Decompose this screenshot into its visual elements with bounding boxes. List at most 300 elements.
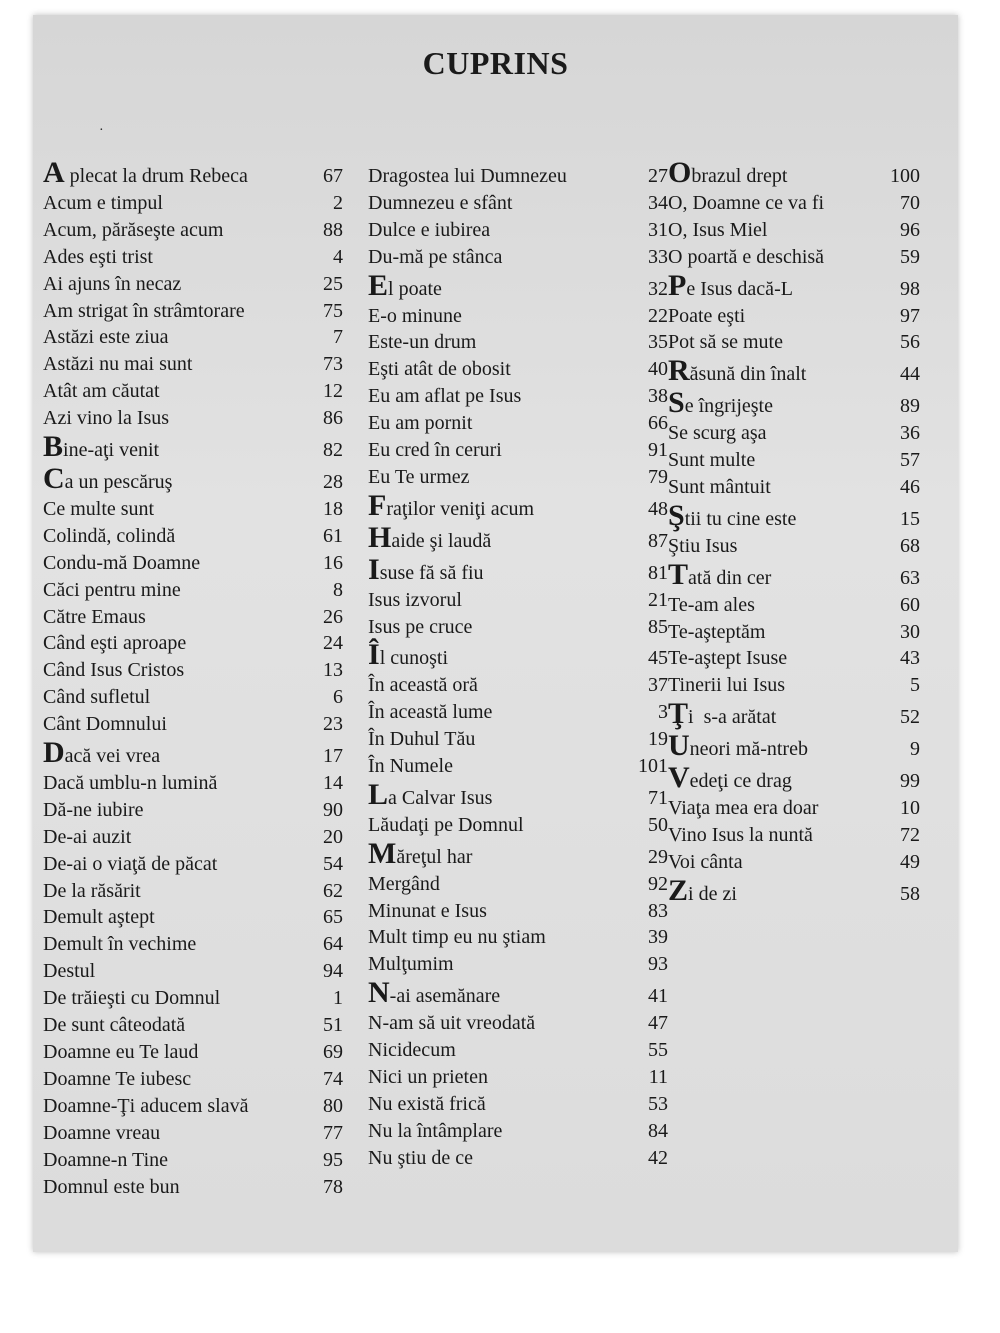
toc-entry-title: De-ai o viaţă de păcat (43, 852, 218, 875)
page-number: 55 (648, 1039, 668, 1062)
page-number: 82 (323, 439, 343, 462)
toc-entry (368, 836, 668, 871)
page-number: 8 (333, 578, 343, 601)
page-number: 100 (890, 165, 920, 187)
toc-entry (368, 614, 668, 641)
page-number: 65 (323, 906, 343, 929)
toc-entry (368, 951, 668, 978)
toc-entry-title: Dacă umblu-n lumină (43, 771, 218, 794)
page-number: 80 (323, 1094, 343, 1117)
toc-entry (43, 156, 343, 190)
title-rest: e îngrijeşte (684, 395, 773, 418)
page-number: 22 (648, 304, 668, 327)
page-number: 15 (900, 507, 920, 530)
toc-entry (43, 1093, 343, 1120)
toc-entry (368, 268, 668, 303)
toc-entry-title: Când sufletul (43, 686, 151, 709)
initial-capital: S (668, 386, 685, 420)
page-number: 101 (638, 755, 668, 778)
page-number: 48 (648, 497, 668, 520)
toc-entry-title: Am strigat în strâmtorare (43, 299, 245, 322)
toc-entry (668, 156, 920, 190)
toc-entry-title: Astăzi nu mai sunt (43, 353, 193, 376)
toc-entry (43, 430, 343, 464)
toc-entry-title (368, 836, 473, 871)
toc-entry (43, 461, 343, 496)
toc-entry-title: Este-un drum (368, 331, 477, 354)
toc-entry (668, 268, 920, 303)
initial-capital: U (668, 729, 690, 763)
title-rest: acă vei vrea (64, 745, 161, 768)
toc-entry (368, 329, 668, 356)
toc-entry (368, 726, 668, 753)
toc-entry-title (668, 386, 773, 420)
toc-entry-title: Doamne Te iubesc (43, 1067, 192, 1090)
page-number: 29 (648, 845, 668, 868)
title-rest: tii tu cine este (684, 507, 797, 530)
toc-entry-title: Dragostea lui Dumnezeu (368, 165, 567, 187)
initial-capital: E (368, 268, 389, 302)
toc-entry-title: Condu-mă Doamne (43, 551, 201, 574)
toc-entry-title: Eu am pornit (368, 412, 473, 435)
toc-entry-title: Destul (43, 960, 96, 983)
title-rest: l cunoşti (379, 647, 449, 670)
page-number: 14 (323, 771, 343, 794)
toc-entry-title: Nu la întâmplare (368, 1119, 503, 1142)
title-rest: e Isus dacă-L (686, 277, 793, 300)
page-number: 51 (323, 1014, 343, 1037)
page-number: 36 (900, 422, 920, 445)
toc-entry (668, 190, 920, 217)
toc-entry-title: Mulţumim (368, 953, 454, 976)
page-number: 66 (648, 412, 668, 435)
page-number: 17 (323, 745, 343, 768)
title-rest: edeţi ce drag (689, 770, 792, 793)
toc-entry (668, 697, 920, 731)
book-page (33, 15, 958, 1252)
page-number: 18 (323, 497, 343, 520)
title-rest: ine-aţi venit (63, 439, 160, 462)
toc-entry (43, 657, 343, 684)
page-number: 92 (648, 872, 668, 895)
page-number: 87 (648, 529, 668, 552)
toc-entry (668, 303, 920, 330)
toc-entry-title: Doamne eu Te laud (43, 1041, 199, 1063)
toc-entry-title: De sunt câteodată (43, 1014, 186, 1037)
toc-entry-title: Doamne-n Tine (43, 1148, 168, 1171)
toc-entry-title (668, 498, 797, 533)
toc-entry-title (43, 156, 248, 190)
title-rest: a Calvar Isus (388, 786, 493, 809)
toc-entry (43, 904, 343, 931)
toc-entry (668, 420, 920, 447)
toc-entry-title: Nu ştiu de ce (368, 1146, 473, 1169)
title-rest: -ai asemănare (389, 985, 501, 1008)
toc-entry (668, 729, 920, 763)
toc-entry (668, 474, 920, 501)
toc-entry-title (368, 488, 535, 523)
toc-entry-title (368, 638, 449, 672)
page-number: 64 (323, 933, 343, 956)
page-number: 99 (900, 770, 920, 793)
toc-entry-title (668, 268, 793, 303)
toc-entry-title: Astăzi este ziua (43, 326, 169, 349)
title-rest: ată din cer (688, 566, 772, 589)
page-number: 91 (648, 439, 668, 462)
toc-entry-title: Dă-ne iubire (43, 798, 144, 821)
toc-entry-title: Eu am aflat pe Isus (368, 385, 522, 408)
toc-entry (43, 931, 343, 958)
toc-entry-title: Domnul este bun (43, 1175, 180, 1198)
toc-entry (43, 217, 343, 244)
title-rest: suse fă să fiu (379, 561, 484, 584)
toc-entry (43, 271, 343, 298)
page-number: 86 (323, 407, 343, 430)
toc-entry (368, 410, 668, 437)
page-number: 56 (900, 331, 920, 354)
toc-entry (43, 878, 343, 905)
page-number: 23 (323, 713, 343, 736)
toc-column-1 (43, 156, 343, 1200)
toc-entry-title: Sunt mântuit (668, 475, 771, 498)
page-number: 32 (648, 277, 668, 300)
toc-entry (368, 638, 668, 672)
toc-entry-title: În această lume (368, 701, 493, 724)
toc-entry-title: Te-am ales (668, 593, 755, 616)
toc-entry (368, 1091, 668, 1118)
toc-entry-title: Tinerii lui Isus (668, 674, 786, 697)
initial-capital: R (668, 354, 690, 388)
page-number: 11 (648, 1066, 668, 1088)
page-number: 97 (900, 304, 920, 327)
toc-entry-title: Nu există frică (368, 1092, 486, 1115)
toc-entry (43, 851, 343, 878)
toc-entry-title (43, 461, 173, 496)
toc-entry-title: E-o minune (368, 304, 462, 327)
toc-entry-title: Căci pentru mine (43, 578, 181, 601)
toc-entry-title: Se scurg aşa (668, 422, 767, 445)
page-number: 83 (648, 899, 668, 922)
toc-entry-title: Cânt Domnului (43, 713, 167, 736)
page-number: 12 (323, 380, 343, 403)
page-number: 63 (900, 566, 920, 589)
initial-capital: V (668, 761, 690, 795)
toc-entry-title: Doamne vreau (43, 1121, 161, 1144)
toc-entry-title: O, Isus Miel (668, 218, 768, 241)
page-number: 26 (323, 605, 343, 628)
toc-entry-title (668, 873, 737, 908)
toc-column-3 (668, 156, 920, 908)
toc-entry-title (368, 268, 442, 303)
toc-entry-title (368, 552, 484, 587)
toc-entry-title: Eu cred în ceruri (368, 439, 502, 462)
toc-entry-title: Viaţa mea era doar (668, 796, 819, 819)
toc-entry-title: Acum, părăseşte acum (43, 218, 224, 241)
page-number: 93 (648, 953, 668, 976)
toc-entry-title: Lăudaţi pe Domnul (368, 813, 524, 836)
toc-entry (43, 1174, 343, 1201)
toc-entry (668, 498, 920, 533)
toc-entry (43, 1147, 343, 1174)
toc-entry-title (668, 156, 788, 190)
toc-entry (668, 354, 920, 388)
toc-entry (368, 1064, 668, 1091)
toc-entry-title (368, 976, 501, 1010)
toc-entry (368, 437, 668, 464)
toc-entry (668, 329, 920, 356)
initial-capital: O (668, 156, 692, 189)
toc-entry (43, 1120, 343, 1147)
toc-entry (368, 464, 668, 491)
toc-entry-title: N-am să uit vreodată (368, 1012, 536, 1035)
initial-capital: B (43, 430, 64, 464)
page-number: 54 (323, 852, 343, 875)
title-rest: brazul drept (691, 165, 788, 187)
toc-entry-title (368, 777, 493, 812)
title-rest: ăsună din înalt (689, 363, 807, 386)
toc-entry-title: În această oră (368, 674, 478, 697)
page-number: 40 (648, 358, 668, 381)
page-number: 39 (648, 926, 668, 949)
toc-entry (668, 447, 920, 474)
toc-entry (368, 898, 668, 925)
page-number: 62 (323, 879, 343, 902)
toc-entry (43, 496, 343, 523)
page-number: 30 (900, 620, 920, 643)
toc-entry (368, 672, 668, 699)
initial-capital: D (43, 736, 65, 770)
toc-entry-title: Isus izvorul (368, 588, 462, 611)
toc-entry (43, 711, 343, 738)
toc-entry (368, 587, 668, 614)
page-number: 72 (900, 823, 920, 846)
stray-dot: · (99, 123, 104, 138)
toc-column-2 (368, 163, 668, 1172)
page-number: 74 (323, 1067, 343, 1090)
toc-entry-title: Mult timp eu nu ştiam (368, 926, 546, 949)
toc-entry (368, 812, 668, 839)
toc-entry-title: Dulce e iubirea (368, 218, 491, 241)
toc-entry-title: Sunt multe (668, 449, 756, 472)
toc-entry-title (668, 729, 808, 763)
page-number: 13 (323, 659, 343, 682)
page-number: 81 (648, 561, 668, 584)
toc-entry (43, 684, 343, 711)
toc-entry (43, 190, 343, 217)
initial-capital: H (368, 520, 392, 554)
page-number: 70 (900, 191, 920, 214)
page-number: 5 (910, 674, 920, 697)
toc-entry-title (668, 557, 772, 592)
toc-entry (668, 386, 920, 420)
toc-entry (368, 976, 668, 1010)
toc-entry (668, 672, 920, 699)
toc-entry (368, 1118, 668, 1145)
toc-entry-title: Către Emaus (43, 605, 146, 628)
initial-capital: Ş (668, 498, 685, 532)
toc-entry (43, 405, 343, 432)
toc-entry-title: Poate eşti (668, 304, 746, 327)
toc-entry-title: Când Isus Cristos (43, 659, 185, 682)
page-number: 33 (648, 245, 668, 268)
toc-entry (668, 822, 920, 849)
toc-entry-title (43, 736, 161, 770)
title-rest: i de zi (688, 882, 737, 905)
page-number: 41 (648, 985, 668, 1008)
page-number: 67 (323, 165, 343, 187)
page-number: 85 (648, 615, 668, 638)
toc-entry (368, 356, 668, 383)
toc-entry-title (368, 520, 492, 555)
page-number: 28 (323, 470, 343, 493)
toc-entry-title: Isus pe cruce (368, 615, 473, 638)
toc-entry (368, 924, 668, 951)
toc-entry (668, 795, 920, 822)
title-rest: a un pescăruş (64, 470, 173, 493)
initial-capital: L (368, 777, 389, 811)
toc-entry (368, 303, 668, 330)
toc-entry-title: Demult în vechime (43, 933, 197, 956)
toc-entry-title (668, 697, 777, 731)
toc-entry (43, 324, 343, 351)
toc-entry-title: Doamne-Ţi aducem slavă (43, 1094, 249, 1117)
toc-entry (43, 523, 343, 550)
toc-entry (368, 488, 668, 523)
toc-entry-title: Te-aşteptăm (668, 620, 766, 643)
toc-entry (43, 985, 343, 1012)
toc-entry-title: De-ai auzit (43, 825, 132, 848)
toc-entry (43, 378, 343, 405)
initial-capital: Z (668, 873, 689, 907)
toc-entry (368, 163, 668, 190)
toc-entry (668, 619, 920, 646)
toc-entry (43, 1039, 343, 1066)
page-number: 84 (648, 1119, 668, 1142)
page-number: 89 (900, 395, 920, 418)
toc-entry-title: Ştiu Isus (668, 534, 738, 557)
page-number: 49 (900, 850, 920, 873)
title-rest: plecat la drum Rebeca (64, 165, 248, 187)
initial-capital: Ţ (668, 697, 689, 731)
toc-entry (368, 244, 668, 271)
page-number: 9 (910, 738, 920, 761)
page-number: 3 (658, 701, 668, 724)
page-number: 44 (900, 363, 920, 386)
initial-capital: P (668, 268, 687, 302)
toc-entry (368, 1145, 668, 1172)
title-rest: aide şi laudă (391, 529, 492, 552)
page-number: 98 (900, 277, 920, 300)
toc-entry (368, 190, 668, 217)
toc-entry (368, 777, 668, 812)
page-number: 25 (323, 272, 343, 295)
toc-entry-title: Ce multe sunt (43, 497, 155, 520)
page-number: 90 (323, 798, 343, 821)
toc-entry-title: O, Doamne ce va fi (668, 191, 825, 214)
toc-entry (668, 557, 920, 592)
page-title: CUPRINS (422, 45, 569, 81)
toc-entry-title: Colindă, colindă (43, 524, 176, 547)
toc-entry-title: Când eşti aproape (43, 632, 187, 655)
initial-capital: A (43, 156, 65, 189)
title-rest: neori mă-ntreb (689, 738, 808, 761)
page-number: 31 (648, 218, 668, 241)
toc-entry-title: Nicidecum (368, 1039, 456, 1062)
page-number: 58 (900, 882, 920, 905)
toc-entry-title (668, 761, 792, 795)
title-rest: ăreţul har (396, 845, 473, 868)
toc-entry-title: În Numele (368, 755, 453, 778)
page-number: 53 (648, 1092, 668, 1115)
page-number: 71 (648, 786, 668, 809)
toc-entry (668, 217, 920, 244)
initial-capital: C (43, 461, 65, 495)
toc-entry (668, 592, 920, 619)
page-number: 45 (648, 647, 668, 670)
initial-capital: I (368, 552, 380, 586)
toc-entry (368, 383, 668, 410)
page-number: 7 (333, 326, 343, 349)
page-number: 77 (323, 1121, 343, 1144)
toc-entry-title: De trăieşti cu Domnul (43, 987, 221, 1010)
toc-entry (43, 770, 343, 797)
toc-entry (43, 298, 343, 325)
toc-entry (43, 604, 343, 631)
toc-entry (43, 1012, 343, 1039)
toc-entry (668, 244, 920, 271)
toc-entry (43, 577, 343, 604)
page-number: 19 (648, 728, 668, 751)
page-number: 35 (648, 331, 668, 354)
toc-entry (668, 533, 920, 560)
title-rest: raţilor veniţi acum (386, 497, 535, 520)
toc-entry (43, 244, 343, 271)
toc-entry-title: Du-mă pe stânca (368, 245, 503, 268)
page-number: 10 (900, 796, 920, 819)
toc-entry-title (668, 354, 807, 388)
toc-entry-title: Voi cânta (668, 850, 743, 873)
page-number: 43 (900, 647, 920, 670)
page-number: 57 (900, 449, 920, 472)
page-number: 69 (323, 1041, 343, 1063)
toc-entry (368, 552, 668, 587)
toc-entry-title: Eşti atât de obosit (368, 358, 511, 381)
toc-entry-title: Nici un prieten (368, 1066, 488, 1088)
page-number: 6 (333, 686, 343, 709)
page-number: 60 (900, 593, 920, 616)
toc-entry-title: Dumnezeu e sfânt (368, 191, 513, 214)
toc-entry-title: Eu Te urmez (368, 465, 470, 488)
page-number: 61 (323, 524, 343, 547)
toc-entry (43, 351, 343, 378)
title-rest: l poate (388, 277, 442, 300)
title-rest: i s-a arătat (688, 706, 777, 729)
toc-entry (368, 217, 668, 244)
toc-entry (368, 1037, 668, 1064)
page-number: 34 (648, 191, 668, 214)
page-number: 73 (323, 353, 343, 376)
page-number: 37 (648, 674, 668, 697)
page-number: 16 (323, 551, 343, 574)
page-number: 27 (648, 165, 668, 187)
toc-entry (43, 736, 343, 770)
page-number: 95 (323, 1148, 343, 1171)
toc-entry (368, 1010, 668, 1037)
toc-entry (668, 849, 920, 876)
toc-entry-title: În Duhul Tău (368, 728, 476, 751)
toc-entry (43, 958, 343, 985)
initial-capital: N (368, 976, 390, 1010)
